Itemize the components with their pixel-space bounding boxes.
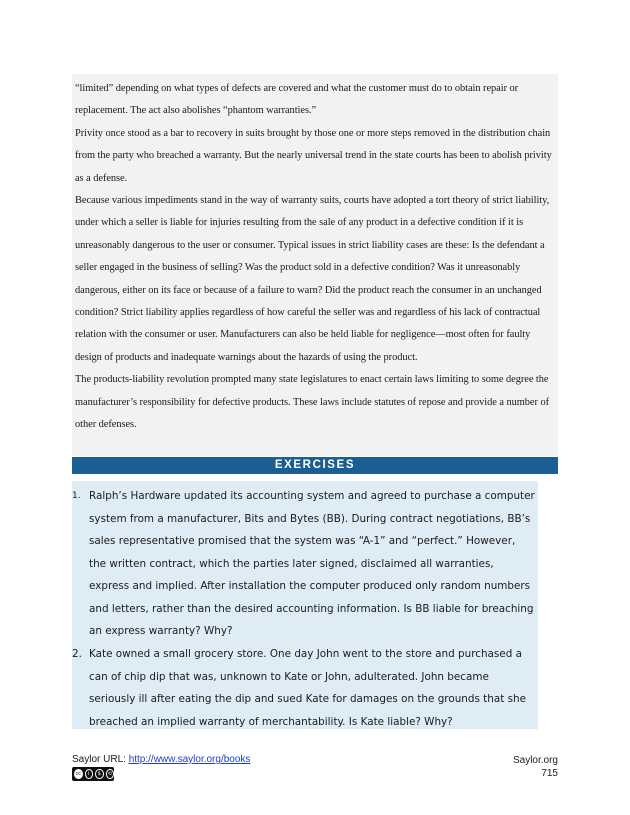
summary-paragraph: Because various impediments stand in the way of warranty suits, courts have adopted a tort theory of strict liability, under which a seller is liable for injuries resulting from the sale of any product in a defective condition if it is unreasonably dangerous to the user or consumer. Typical issues in strict liability cases are these: Is the defendant a seller engaged in the business of selling? Was the product sold in a defective condition? Was it unreasonably dangerous, either on its face or because of a failure to warn? Did the product reach the consumer in an unchanged condition? Strict liability applies regardless of how careful the seller was and regardless of his lack of contractual relation with the consumer or user. Manufacturers can also be held liable for negligence—most often for faulty design of products and inadequate warnings about the hazards of using the product. [75,195,550,363]
cc-sa-icon: ⟲ [106,769,115,779]
footer-source [72,754,250,765]
footer-right [513,754,558,780]
exercise-number: 2. [72,648,82,660]
summary-paragraph: The products-liability revolution prompted many state legislatures to enact certain laws limiting to some degree the manufacturer’s responsibility for defective products. These laws include statutes of repose and provide a number of other defenses. [75,374,549,431]
cc-by-icon: i [85,769,94,779]
cc-logo-icon: cc [75,771,81,777]
footer-url-label: Saylor URL: [72,754,129,765]
summary-box [72,74,558,456]
creative-commons-icon [72,767,114,781]
exercises-heading: EXERCISES [72,457,558,474]
cc-nc-icon: $ [95,769,104,779]
exercise-number: 1. [72,491,81,501]
exercise-text: Kate owned a small grocery store. One day John went to the store and purchased a can of chip dip that was, unknown to Kate or John, adulterated. John became seriously ill after eating the dip and sued Kate for damages on the grounds that she breached an implied warranty of merchantability. Is Kate liable? Why? [89,648,526,728]
page-number: 715 [541,768,558,779]
summary-paragraph: “limited” depending on what types of defects are covered and what the customer must do to obtain repair or replacement. The act also abolishes “phantom warranties.” [75,83,519,117]
exercises-box [72,481,538,729]
exercise-text: Ralph’s Hardware updated its accounting system and agreed to purchase a computer system from a manufacturer, Bits and Bytes (BB). During contract negotiations, BB’s sales representative promised that the system was “A-1” and “perfect.” However, the written contract, which the parties later signed, disclaimed all warranties, express and implied. After installation the computer produced only random numbers and letters, rather than the desired accounting information. Is BB liable for breaching an express warranty? Why? [89,490,535,637]
footer-site: Saylor.org [512,755,558,766]
summary-paragraph: Privity once stood as a bar to recovery in suits brought by those one or more steps removed in the distribution chain from the party who breached a warranty. But the nearly universal trend in the state courts has been to abolish privity as a defense. [75,127,552,184]
footer-url-link[interactable]: http://www.saylor.org/books [128,754,251,765]
